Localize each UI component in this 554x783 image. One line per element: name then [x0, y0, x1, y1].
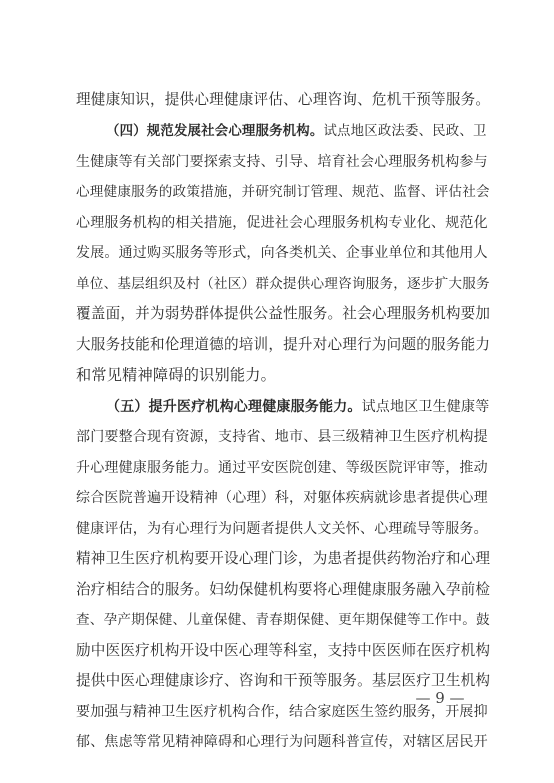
text-line: 单位、基层组织及村（社区）群众提供心理咨询服务，逐步扩大服务 — [76, 276, 490, 292]
text-line: 部门要整合现有资源，支持省、地市、县三级精神卫生医疗机构提 — [76, 429, 488, 445]
text-line: 综合医院普遍开设精神（心理）科，对躯体疾病就诊患者提供心理 — [76, 490, 488, 506]
text-line: 提供中医心理健康诊疗、咨询和干预等服务。基层医疗卫生机构 — [76, 672, 490, 689]
text-line: 励中医医疗机构开设中医心理等科室，支持中医医师在医疗机构 — [76, 642, 490, 659]
text-span: 试点地区政法委、民政、卫 — [323, 124, 487, 139]
text-line: 大服务技能和伦理道德的培训，提升对心理行为问题的服务能力 — [76, 336, 490, 353]
text-line: 心理健康服务的政策措施，并研究制订管理、规范、监督、评估社会 — [76, 184, 490, 200]
section-heading: （四）规范发展社会心理服务机构。 — [106, 123, 324, 139]
text-line: 健康评估，为有心理行为问题者提供人文关怀、心理疏导等服务。 — [76, 521, 488, 537]
text-line: 生健康等有关部门要探索支持、引导、培育社会心理服务机构参与 — [76, 154, 488, 170]
text-line: 精神卫生医疗机构要开设心理门诊，为患者提供药物治疗和心理 — [76, 550, 490, 567]
text-line — [106, 121, 490, 142]
text-line: 郁、焦虑等常见精神障碍和心理行为问题科普宣传，对辖区居民开 — [76, 734, 488, 750]
text-line: 治疗相结合的服务。妇幼保健机构要将心理健康服务融入孕前检 — [76, 581, 490, 598]
text-span: 试点地区卫生健康等 — [361, 399, 490, 415]
text-line — [106, 397, 490, 417]
text-line: 覆盖面，并为弱势群体提供公益性服务。社会心理服务机构要加 — [76, 305, 490, 322]
page-number: — 9 — — [415, 689, 465, 707]
text-line: 发展。通过购买服务等形式，向各类机关、企事业单位和其他用人 — [76, 245, 488, 261]
text-line: 要加强与精神卫生医疗机构合作，结合家庭医生签约服务，开展抑 — [76, 704, 488, 720]
section-heading: （五）提升医疗机构心理健康服务能力。 — [106, 399, 362, 415]
text-line: 心理服务机构的相关措施，促进社会心理服务机构专业化、规范化 — [76, 215, 488, 231]
text-line: 升心理健康服务能力。通过平安医院创建、等级医院评审等，推动 — [76, 460, 488, 476]
text-line: 和常见精神障碍的识别能力。 — [76, 366, 277, 384]
text-line: 理健康知识，提供心理健康评估、心理咨询、危机干预等服务。 — [76, 91, 490, 108]
text-line: 查、孕产期保健、儿童保健、青春期保健、更年期保健等工作中。鼓 — [76, 612, 490, 628]
